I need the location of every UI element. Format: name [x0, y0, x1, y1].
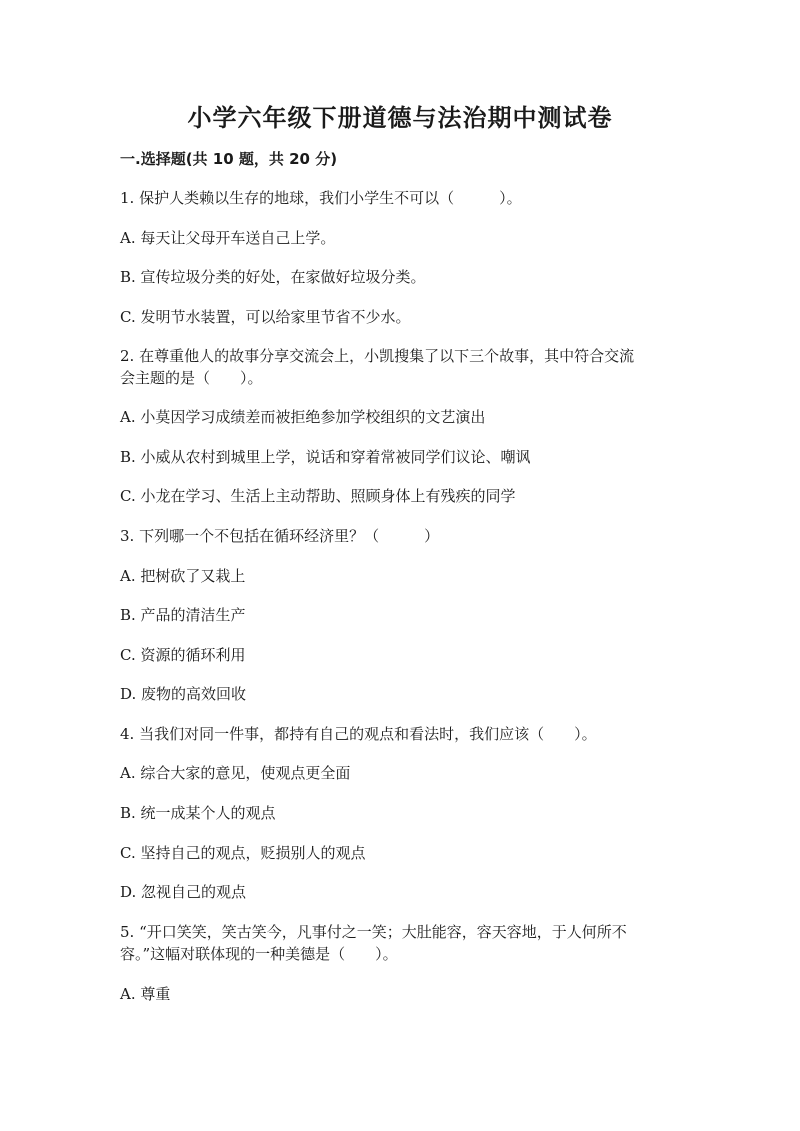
question-2-option-a: A. 小莫因学习成绩差而被拒绝参加学校组织的文艺演出	[120, 408, 486, 426]
section-heading: 一.选择题(共 10 题，共 20 分)	[120, 150, 338, 168]
question-4-stem: 4. 当我们对同一件事，都持有自己的观点和看法时，我们应该（ ）。	[120, 725, 597, 743]
question-2-option-c: C. 小龙在学习、生活上主动帮助、照顾身体上有残疾的同学	[120, 487, 516, 505]
question-1-option-a: A. 每天让父母开车送自己上学。	[120, 229, 336, 247]
question-4-option-c: C. 坚持自己的观点，贬损别人的观点	[120, 844, 366, 862]
question-2-option-b: B. 小威从农村到城里上学，说话和穿着常被同学们议论、嘲讽	[120, 448, 531, 466]
question-3-option-b: B. 产品的清洁生产	[120, 606, 246, 624]
question-5-option-a: A. 尊重	[120, 985, 171, 1003]
question-3-stem: 3. 下列哪一个不包括在循环经济里？（ ）	[120, 527, 440, 545]
question-2-stem-line-2: 会主题的是（ ）。	[120, 369, 263, 387]
question-1-option-c: C. 发明节水装置，可以给家里节省不少水。	[120, 308, 411, 326]
page-title: 小学六年级下册道德与法治期中测试卷	[187, 104, 613, 132]
question-1-stem: 1. 保护人类赖以生存的地球，我们小学生不可以（ ）。	[120, 189, 522, 207]
question-4-option-d: D. 忽视自己的观点	[120, 883, 247, 901]
question-5-stem-line-2: 容。”这幅对联体现的一种美德是（ ）。	[120, 945, 398, 963]
question-3-option-c: C. 资源的循环利用	[120, 646, 246, 664]
question-3-option-a: A. 把树砍了又栽上	[120, 567, 246, 585]
question-1-option-b: B. 宣传垃圾分类的好处，在家做好垃圾分类。	[120, 268, 426, 286]
question-4-option-b: B. 统一成某个人的观点	[120, 804, 276, 822]
question-3-option-d: D. 废物的高效回收	[120, 685, 247, 703]
question-4-option-a: A. 综合大家的意见，使观点更全面	[120, 764, 351, 782]
question-2-stem-line-1: 2. 在尊重他人的故事分享交流会上，小凯搜集了以下三个故事，其中符合交流	[120, 347, 635, 365]
question-5-stem-line-1: 5. “开口笑笑，笑古笑今，凡事付之一笑；大肚能容，容天容地，于人何所不	[120, 923, 627, 941]
